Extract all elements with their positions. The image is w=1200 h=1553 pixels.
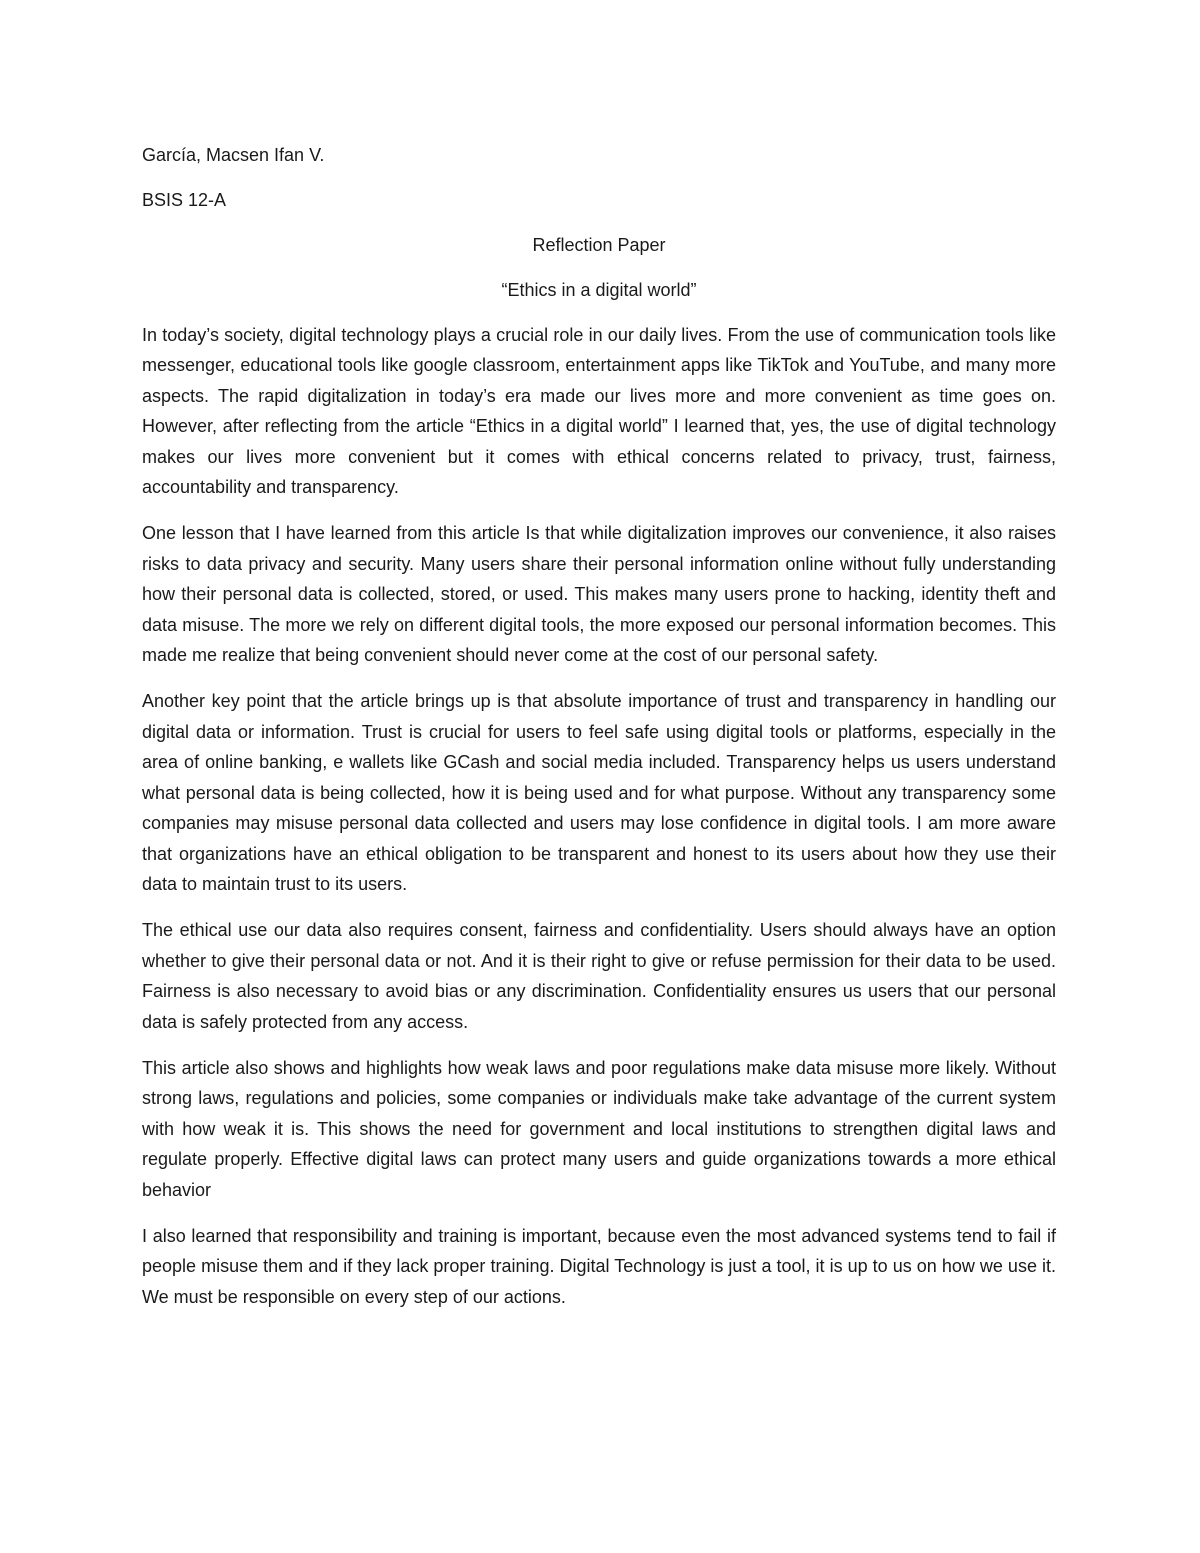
section-label: BSIS 12-A: [142, 190, 227, 210]
document-subtitle: “Ethics in a digital world”: [501, 280, 697, 300]
paragraph-2: One lesson that I have learned from this article Is that while digitalization improves our convenience, it also raises risks to data privacy and security. Many users share their personal information online without fully understanding how their personal data is collected, stored, or used. This makes many users prone to hacking, identity theft and data misuse. The more we rely on different digital tools, the more exposed our personal information becomes. This made me realize that being convenient should never come at the cost of our personal safety.: [142, 523, 1056, 666]
paragraph-6: I also learned that responsibility and training is important, because even the most advanced systems tend to fail if people misuse them and if they lack proper training. Digital Technology is just a tool, it is up to us on how we use it. We must be responsible on every step of our actions.: [142, 1225, 1056, 1307]
paragraph-5: This article also shows and highlights how weak laws and poor regulations make data misuse more likely. Without strong laws, regulations and policies, some companies or individuals make take advantage of the current system with how weak it is. This shows the need for government and local institutions to strengthen digital laws and regulate properly. Effective digital laws can protect many users and guide organizations towards a more ethical behavior: [142, 1057, 1056, 1200]
author-name: García, Macsen Ifan V.: [142, 145, 325, 165]
paragraph-3: Another key point that the article brings up is that absolute importance of trust and transparency in handling our digital data or information. Trust is crucial for users to feel safe using digital tools or platforms, especially in the area of online banking, e wallets like GCash and social media included. Transparency helps us users understand what personal data is being collected, how it is being used and for what purpose. Without any transparency some companies may misuse personal data collected and users may lose confidence in digital tools. I am more aware that organizations have an ethical obligation to be transparent and honest to its users about how they use their data to maintain trust to its users.: [142, 691, 1056, 894]
document-title: Reflection Paper: [532, 235, 666, 255]
paragraph-1: In today’s society, digital technology plays a crucial role in our daily lives. From the use of communication tools like messenger, educational tools like google classroom, entertainment apps like TikTok and YouTube, and many more aspects. The rapid digitalization in today’s era made our lives more and more convenient as time goes on. However, after reflecting from the article “Ethics in a digital world” I learned that, yes, the use of digital technology makes our lives more convenient but it comes with ethical concerns related to privacy, trust, fairness, accountability and transparency.: [142, 325, 1056, 498]
document-content: [142, 140, 1056, 1328]
paragraph-4: The ethical use our data also requires consent, fairness and confidentiality. Users should always have an option whether to give their personal data or not. And it is their right to give or refuse permission for their data to be used. Fairness is also necessary to avoid bias or any discrimination. Confidentiality ensures us users that our personal data is safely protected from any access.: [142, 920, 1056, 1032]
